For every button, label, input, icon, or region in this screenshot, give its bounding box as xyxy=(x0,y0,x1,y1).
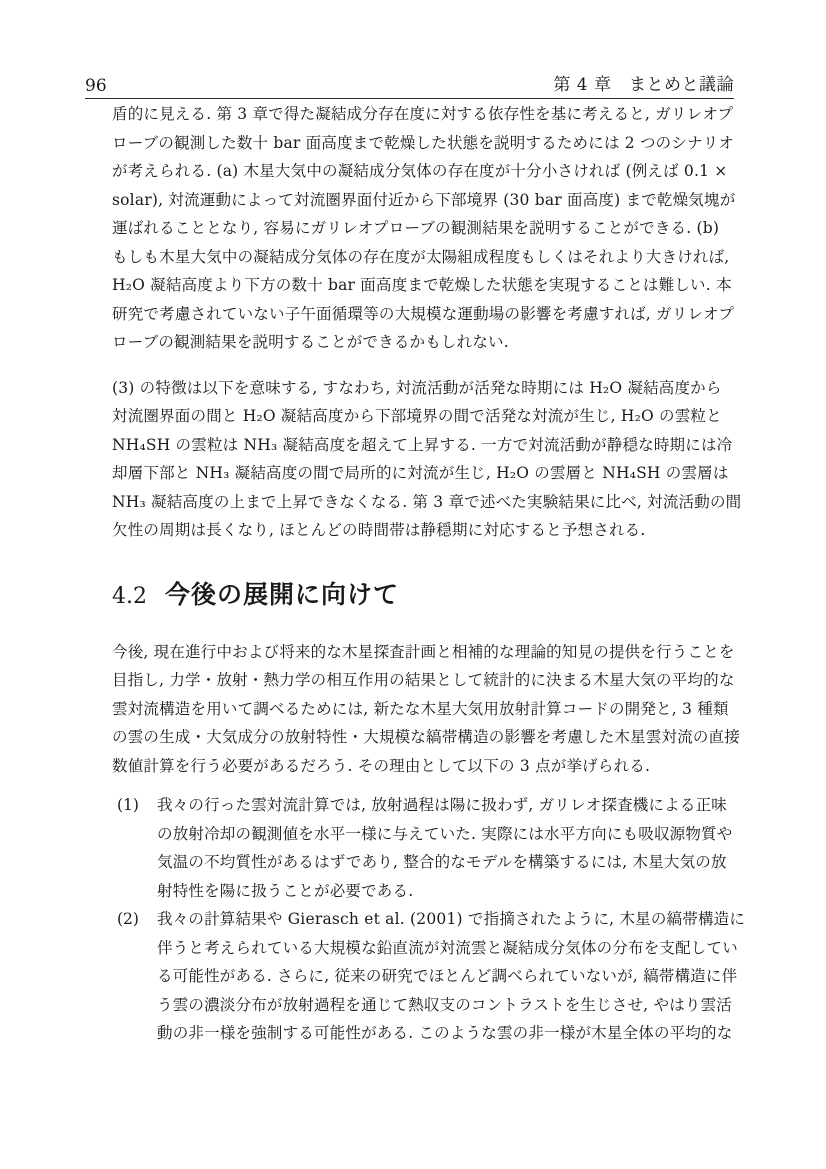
text-line: の雲の生成・大気成分の放射特性・大規模な縞帯構造の影響を考慮した木星雲対流の直接 xyxy=(112,728,741,746)
section-number: 4.2 xyxy=(112,583,147,609)
text-line: 射特性を陽に扱うことが必要である. xyxy=(157,881,414,900)
text-line: の放射冷却の観測値を水平一様に与えていた. 実際には水平方向にも吸収源物質や xyxy=(157,824,733,843)
list-item-1-body xyxy=(157,791,752,905)
page-number: 96 xyxy=(85,76,107,96)
text-line: 運ばれることとなり, 容易にガリレオプローブの観測結果を説明することができる. (b) xyxy=(112,219,720,237)
list-item-2 xyxy=(112,905,752,1048)
text-line: solar), 対流運動によって対流圏界面付近から下部境界 (30 bar 面高度) まで乾燥気塊が xyxy=(112,190,736,209)
paragraph-future-work xyxy=(112,638,752,781)
section-title: 今後の展開に向けて xyxy=(165,579,400,609)
text-line: 却層下部と NH₃ 凝結高度の間で局所的に対流が生じ, H₂O の雲層と NH₄SH の雲層は xyxy=(112,464,729,482)
header-rule xyxy=(85,98,734,99)
text-line: 目指し, 力学・放射・熱力学の相互作用の結果として統計的に決まる木星大気の平均的な xyxy=(112,671,735,689)
section-heading xyxy=(112,578,752,612)
list-item-2-body xyxy=(157,905,752,1048)
text-line: ローブの観測した数十 bar 面高度まで乾燥した状態を説明するためには 2 つのシナリオ xyxy=(112,133,735,152)
text-line: 我々の計算結果や Gierasch et al. (2001) で指摘されたように, 木星の縞帯構造に xyxy=(157,910,746,928)
page-body xyxy=(112,100,752,1048)
chapter-title: 第 4 章 まとめと議論 xyxy=(553,75,734,95)
paragraph-scenarios xyxy=(112,100,752,357)
text-line: 我々の行った雲対流計算では, 放射過程は陽に扱わず, ガリレオ探査機による正味 xyxy=(157,796,728,814)
list-item-1 xyxy=(112,791,752,905)
text-line: る可能性がある. さらに, 従来の研究でほとんど調べられていないが, 縞帯構造に伴 xyxy=(157,967,738,985)
text-line: 気温の不均質性があるはずであり, 整合的なモデルを構築するには, 木星大気の放 xyxy=(157,853,727,871)
text-line: NH₄SH の雲粒は NH₃ 凝結高度を超えて上昇する. 一方で対流活動が静穏な時期には冷 xyxy=(112,435,733,454)
text-line: が考えられる. (a) 木星大気中の凝結成分気体の存在度が十分小さければ (例えば 0.1 × xyxy=(112,162,728,180)
paragraph-feature3 xyxy=(112,374,752,545)
page-header xyxy=(0,0,826,100)
text-line: 対流圏界面の間と H₂O 凝結高度から下部境界の間で活発な対流が生じ, H₂O の雲粒と xyxy=(112,407,722,425)
text-line: 欠性の周期は長くなり, ほとんどの時間帯は静穏期に対応すると予想される. xyxy=(112,521,646,539)
text-line: 今後, 現在進行中および将来的な木星探査計画と相補的な理論的知見の提供を行うことを xyxy=(112,642,735,661)
text-line: 雲対流構造を用いて調べるためには, 新たな木星大気用放射計算コードの開発と, 3 種類 xyxy=(112,699,729,718)
text-line: 研究で考慮されていない子午面循環等の大規模な運動場の影響を考慮すれば, ガリレオプ xyxy=(112,304,735,323)
numbered-list xyxy=(112,791,752,1048)
text-line: ローブの観測結果を説明することができるかもしれない. xyxy=(112,333,509,351)
text-line: う雲の濃淡分布が放射過程を通じて熱収支のコントラストを生じさせ, やはり雲活 xyxy=(157,995,732,1014)
text-line: 伴うと考えられている大規模な鉛直流が対流雲と凝結成分気体の分布を支配してい xyxy=(157,938,738,957)
list-item-2-label: (2) xyxy=(117,910,139,928)
list-item-1-label: (1) xyxy=(117,796,139,814)
text-line: もしも木星大気中の凝結成分気体の存在度が太陽組成程度もしくはそれより大きければ, xyxy=(112,247,730,266)
text-line: NH₃ 凝結高度の上まで上昇できなくなる. 第 3 章で述べた実験結果に比べ, 対流活動の間 xyxy=(112,492,742,511)
text-line: 動の非一様を強制する可能性がある. このような雲の非一様が木星全体の平均的な xyxy=(157,1024,733,1042)
text-line: 数値計算を行う必要があるだろう. その理由として以下の 3 点が挙げられる. xyxy=(112,756,651,775)
text-line: 盾的に見える. 第 3 章で得た凝結成分存在度に対する依存性を基に考えると, ガリレオプ xyxy=(112,105,734,123)
text-line: H₂O 凝結高度より下方の数十 bar 面高度まで乾燥した状態を実現することは難しい. 本 xyxy=(112,276,732,294)
text-line: (3) の特徴は以下を意味する, すなわち, 対流活動が活発な時期には H₂O 凝結高度から xyxy=(112,378,722,397)
